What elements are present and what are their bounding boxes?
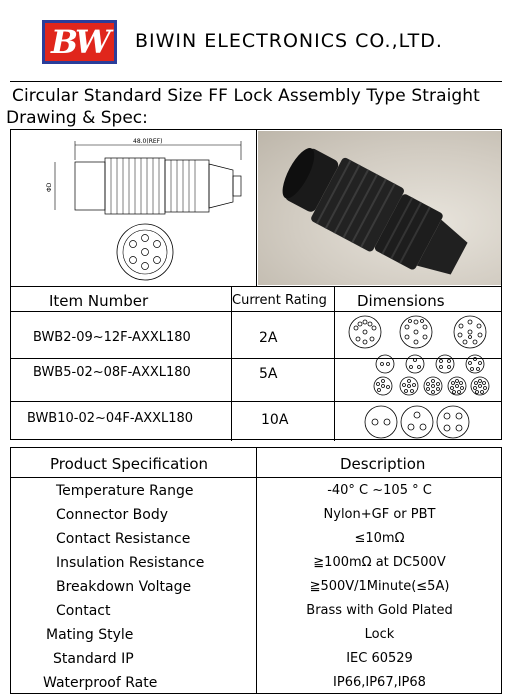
- company-logo: BW: [42, 20, 117, 64]
- spec-row: [11, 672, 501, 696]
- spec-value: Nylon+GF or PBT: [323, 507, 436, 522]
- spec-name: Standard IP: [53, 651, 134, 667]
- spec-value: ≧500V/1Minute(≤5A): [309, 579, 450, 594]
- page-subtitle: Drawing & Spec:: [6, 108, 148, 128]
- header-item-number: Item Number: [49, 292, 149, 310]
- spec-row: [11, 480, 501, 504]
- divider: [11, 286, 501, 287]
- spec-value: ≧100mΩ at DC500V: [313, 555, 446, 570]
- spec-name: Contact: [56, 603, 111, 619]
- spec-name: Mating Style: [46, 627, 134, 643]
- spec-name: Breakdown Voltage: [56, 579, 192, 595]
- svg-text:ΦD: ΦD: [46, 182, 53, 192]
- spec-row: [11, 504, 501, 528]
- spec-row: [11, 624, 501, 648]
- header-current-rating: Current Rating: [232, 293, 327, 308]
- rating-cell: 5A: [259, 366, 278, 382]
- spec-value: IEC 60529: [346, 651, 413, 666]
- item-number-cell: BWB2-09~12F-AXXL180: [33, 330, 191, 345]
- spec-row: [11, 648, 501, 672]
- item-number-cell: BWB10-02~04F-AXXL180: [27, 411, 194, 426]
- header-dimensions: Dimensions: [357, 292, 445, 310]
- spec-row: [11, 576, 501, 600]
- spec-value: IP66,IP67,IP68: [333, 675, 426, 690]
- divider: [11, 477, 501, 478]
- spec-row: [11, 552, 501, 576]
- drawing-and-ratings-table: [10, 129, 502, 440]
- divider: [231, 286, 232, 441]
- spec-value: ≤10mΩ: [354, 531, 405, 546]
- spec-value: Lock: [364, 627, 395, 642]
- spec-name: Connector Body: [56, 507, 168, 523]
- connector-photo: [258, 131, 501, 285]
- spec-name: Contact Resistance: [56, 531, 191, 547]
- rating-cell: 2A: [259, 330, 278, 346]
- item-number-cell: BWB5-02~08F-AXXL180: [33, 365, 191, 380]
- connector-drawing: [11, 130, 256, 287]
- spec-name: Waterproof Rate: [43, 675, 158, 691]
- divider: [256, 130, 257, 287]
- spec-value: -40° C ~105 ° C: [327, 483, 432, 498]
- spec-row: [11, 528, 501, 552]
- svg-text:48.0(REF): 48.0(REF): [133, 138, 163, 145]
- header-divider: [10, 81, 502, 82]
- header-description: Description: [340, 455, 426, 473]
- header-product-specification: Product Specification: [50, 455, 209, 473]
- rating-cell: 10A: [261, 412, 289, 428]
- page-title: Circular Standard Size FF Lock Assembly Type Straight: [12, 86, 480, 106]
- pin-layout-diagrams: [335, 312, 501, 440]
- company-name: BIWIN ELECTRONICS CO.,LTD.: [135, 30, 443, 52]
- spec-value: Brass with Gold Plated: [306, 603, 453, 618]
- spec-name: Temperature Range: [56, 483, 194, 499]
- specification-table: [10, 447, 502, 694]
- spec-row: [11, 600, 501, 624]
- spec-name: Insulation Resistance: [56, 555, 205, 571]
